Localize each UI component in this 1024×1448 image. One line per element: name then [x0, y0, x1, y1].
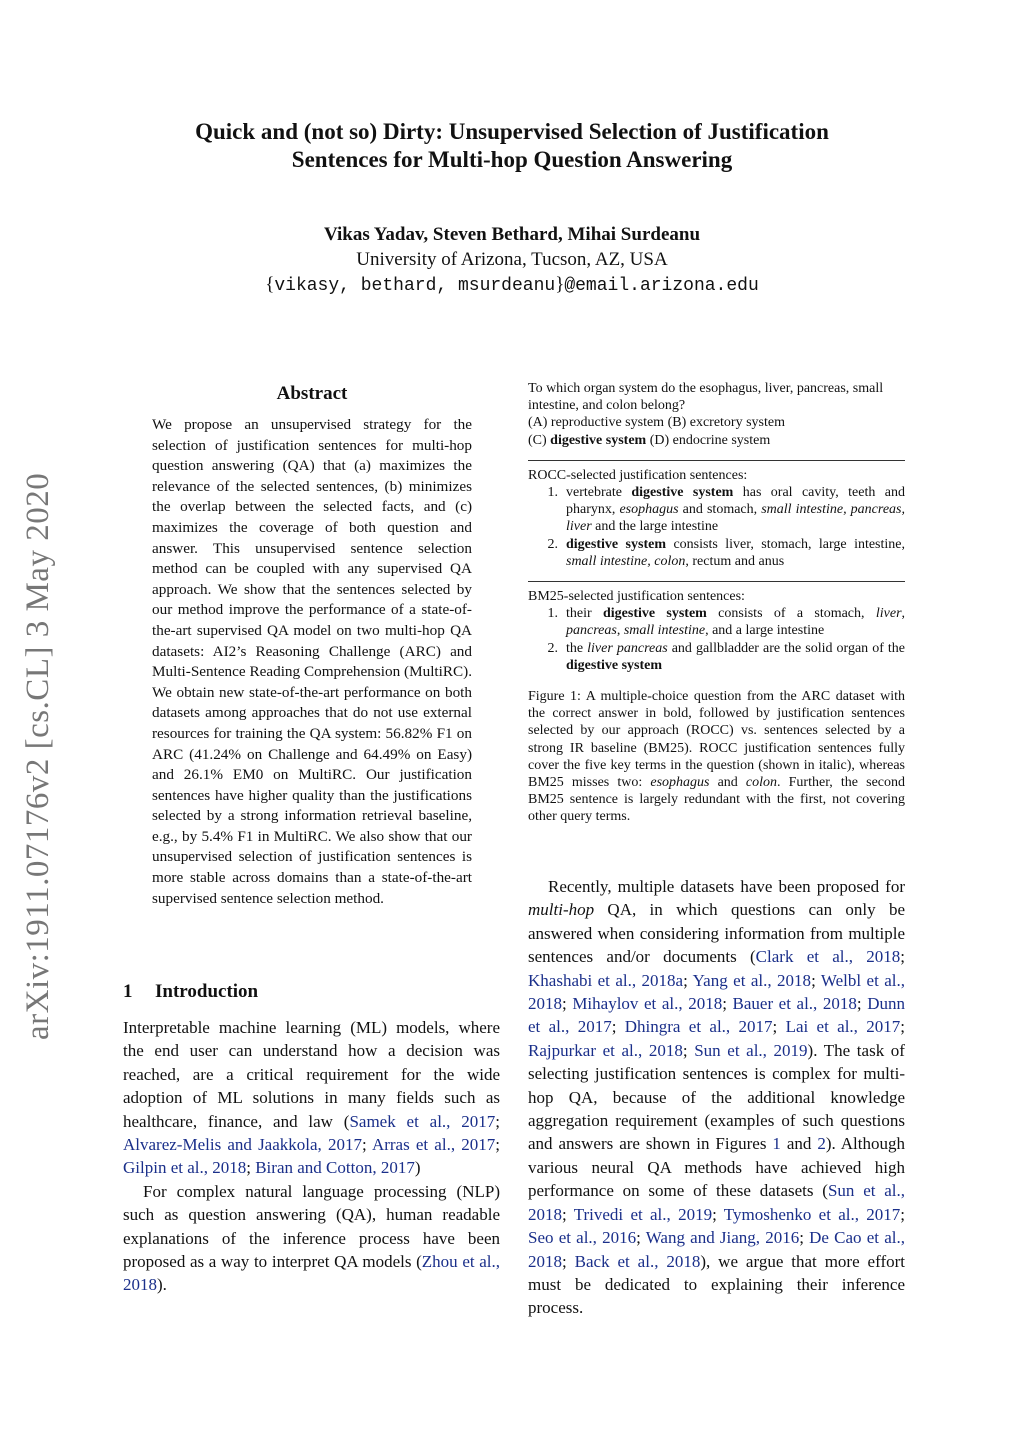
section-title: Introduction [155, 981, 259, 1002]
figure-ref-link[interactable]: 2 [817, 1134, 826, 1154]
email-brace-open: { [265, 274, 275, 295]
figure-1-caption: Figure 1: A multiple-choice question from the ARC dataset with the correct answer in bold, followed by justification sentences selected by our approach (ROCC) vs. sentences selected by a strong IR baseline (BM25). ROCC justification sentences fully cover the five key terms in the question (shown in italic), whereas BM25 misses two: esophagus and colon. Further, the second BM25 sentence is largely redundant with the first, not covering other query terms. [528, 689, 905, 825]
introduction-text [123, 1016, 500, 1297]
citation-link[interactable]: Seo et al., 2016 [528, 1228, 637, 1248]
citation-link[interactable]: Zhou et al., 2018 [123, 1252, 501, 1295]
author-emails [130, 272, 894, 299]
citation-link[interactable]: Biran and Cotton, 2017 [255, 1158, 415, 1178]
list-item: 2. the liver pancreas and gallbladder are the solid organ of the digestive system [547, 640, 906, 673]
citation-link[interactable]: Bauer et al., 2018 [732, 994, 857, 1014]
citation-link[interactable]: Sun et al., 2019 [694, 1040, 808, 1060]
email-brace-close: } [555, 274, 565, 295]
author-names: Vikas Yadav, Steven Bethard, Mihai Surdeanu [323, 224, 701, 245]
bm25-header: BM25-selected justification sentences: [528, 589, 745, 605]
citation-link[interactable]: Dunn et al., 2017 [528, 994, 905, 1037]
intro-paragraph-2: For complex natural language processing (NLP) such as question answering (QA), human readable explanations of the inference process have been proposed as a way to interpret QA models (Zhou et al., 2018). [123, 1181, 501, 1295]
caption-label: Figure 1: [528, 689, 581, 704]
citation-link[interactable]: Alvarez-Melis and Jaakkola, 2017 [123, 1135, 362, 1155]
citation-link[interactable]: Mihaylov et al., 2018 [572, 994, 723, 1014]
title-line-2: Sentences for Multi-hop Question Answering [291, 147, 733, 172]
citation-link[interactable]: Back et al., 2018 [574, 1251, 701, 1271]
citation-link[interactable]: Lai et al., 2017 [785, 1017, 901, 1037]
abstract-text: We propose an unsupervised strategy for the selection of justification sentences for multi-hop question answering (QA) that (a) maximizes the relevance of the selected sentences, (b) minimizes the overlap between the selected facts, and (c) maximizes the coverage of both question and answer. This unsupervised sentence selection method can be coupled with any supervised QA approach. We show that the sentences selected by our method improve the performance of a state-of-the-art supervised QA model on two multi-hop QA datasets: AI2’s Reasoning Challenge (ARC) and Multi-Sentence Reading Comprehension (MultiRC). We obtain new state-of-the-art performance on both datasets among approaches that do not use external resources for training the QA system: 56.82% F1 on ARC (41.24% on Challenge and 64.49% on Easy) and 26.1% EM0 on MultiRC. Our justification sentences have higher quality than the justifications selected by a strong information retrieval baseline, e.g., by 5.4% F1 in MultiRC. We also show that our unsupervised selection of justification sentences is more stable across domains than a state-of-the-art supervised sentence selection method. [152, 416, 472, 907]
citation-link[interactable]: De Cao et al., 2018 [528, 1228, 905, 1271]
citation-link[interactable]: Gilpin et al., 2018 [123, 1158, 247, 1178]
correct-answer: digestive system [550, 432, 647, 448]
list-item: 1. their digestive system consists of a stomach, liver, pancreas, small intestine, and a large intestine [547, 606, 906, 639]
list-item: 2. digestive system consists liver, stomach, large intestine, small intestine, colon, rectum and anus [547, 536, 906, 569]
citation-link[interactable]: Arras et al., 2017 [371, 1135, 496, 1155]
citation-link[interactable]: Clark et al., 2018 [755, 947, 901, 967]
abstract-heading: Abstract [276, 383, 348, 404]
intro-paragraph-1: Interpretable machine learning (ML) models, where the end user can understand how a decision was reached, are a critical requirement for the wide adoption of ML solutions in many fields such as healthcare, finance, and law (Samek et al., 2017; Alvarez-Melis and Jaakkola, 2017; Arras et al., 2017; Gilpin et al., 2018; Biran and Cotton, 2017) [123, 1018, 500, 1178]
affiliation: University of Arizona, Tucson, AZ, USA [356, 249, 668, 270]
rocc-header: ROCC-selected justification sentences: [528, 467, 748, 483]
figure-ref-link[interactable]: 1 [772, 1134, 781, 1154]
section-number: 1 [123, 981, 133, 1002]
citation-link[interactable]: Welbl et al., 2018 [528, 970, 905, 1014]
rocc-list [528, 484, 905, 570]
bm25-list [528, 605, 905, 674]
arxiv-stamp: arXiv:1911.07176v2 [cs.CL] 3 May 2020 [20, 472, 56, 1040]
figure-1 [528, 380, 905, 674]
citation-link[interactable]: Khashabi et al., 2018a [528, 970, 684, 990]
figure-options-cd: (C) digestive system (D) endocrine system [528, 432, 771, 448]
list-item: 1. vertebrate digestive system has oral cavity, teeth and pharynx, esophagus and stomach, small intestine, pancreas, liver and the large intestine [547, 485, 905, 535]
citation-link[interactable]: Sun et al., 2018 [528, 1181, 905, 1224]
figure-divider [528, 460, 905, 461]
section-heading-introduction [123, 981, 258, 1003]
citation-link[interactable]: Dhingra et al., 2017 [624, 1017, 773, 1037]
figure-options-ab: (A) reproductive system (B) excretory system [528, 415, 785, 431]
intro-paragraph-3: Recently, multiple datasets have been proposed for multi-hop QA, in which questions can only be answered when considering information from multiple sentences and/or documents (Clark et al., 2018; Khashabi et al., 2018a; Yang et al., 2018; Welbl et al., 2018; Mihaylov et al., 2018; Bauer et al., 2018; Dunn et al., 2017; Dhingra et al., 2017; Lai et al., 2017; Rajpurkar et al., 2018; Sun et al., 2019). The task of selecting justification sentences is complex for multi-hop QA, because of the additional knowledge aggregation requirement (examples of such questions and answers are shown in Figures 1 and 2). Although various neural QA methods have achieved high performance on some of these datasets (Sun et al., 2018; Trivedi et al., 2019; Tymoshenko et al., 2017; Seo et al., 2016; Wang and Jiang, 2016; De Cao et al., 2018; Back et al., 2018), we argue that more effort must be dedicated to explaining their inference process. [528, 877, 906, 1318]
email-users: vikasy, bethard, msurdeanu [274, 276, 556, 296]
figure-question: To which organ system do the esophagus, liver, pancreas, small intestine, and colon belong? [528, 381, 884, 414]
citation-link[interactable]: Tymoshenko et al., 2017 [723, 1204, 901, 1224]
paper-title [130, 118, 894, 174]
citation-link[interactable]: Trivedi et al., 2019 [573, 1204, 713, 1224]
citation-link[interactable]: Yang et al., 2018 [692, 970, 812, 990]
figure-divider [528, 581, 905, 582]
title-line-1: Quick and (not so) Dirty: Unsupervised Selection of Justification [195, 119, 829, 144]
email-domain: @email.arizona.edu [564, 276, 759, 296]
citation-link[interactable]: Wang and Jiang, 2016 [645, 1228, 800, 1248]
citation-link[interactable]: Samek et al., 2017 [349, 1111, 496, 1131]
citation-link[interactable]: Rajpurkar et al., 2018 [528, 1040, 683, 1060]
author-block [130, 222, 894, 299]
